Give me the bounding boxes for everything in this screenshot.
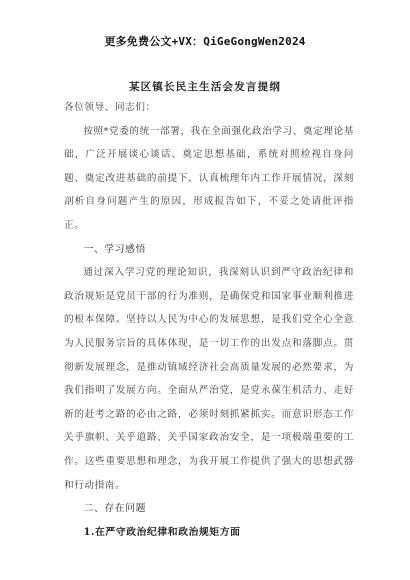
promo-banner: 更多免费公文+VX：QiGeGongWen2024: [104, 35, 306, 48]
document-body: [64, 96, 354, 544]
subheading-discipline: 1.在严守政治纪律和政治规矩方面: [83, 526, 241, 538]
salutation: 各位领导、同志们：: [64, 102, 156, 113]
document-title: 某区镇长民主生活会发言提纲: [128, 81, 282, 93]
study-paragraph: 通过深入学习党的理论知识，我深刻认识到严守政治纪律和政治规矩是党员干部的行为准则，是确保党和国家事业顺利推进的根本保障。坚持以人民为中心的发展思想，是我们党全心全意为人民服务宗旨的具体体现，是一切工作的出发点和落脚点。贯彻新发展理念，是推动镇域经济社会高质量发展的必然要求，为我们指明了发展方向。全面从严治党，是党永葆生机活力、走好新的赶考之路的必由之路，必须时刻抓紧抓实。而意识形态工作关乎旗帜、关乎道路、关乎国家政治安全，是一项极端重要的工作。这些重要思想和理念，为我开展工作提供了强大的思想武器和行动指南。: [64, 267, 354, 491]
intro-paragraph: 按照*党委的统一部署，我在全面强化政治学习、奠定理论基础，广泛开展谈心谈话、奠定思想基础，系统对照检视自身问题、奠定改进基础的前提下，认真梳理年内工作开展情况，深刻剖析自身问题产生的原因，形成报告如下，不妥之处请批评指正。: [64, 125, 354, 231]
section-heading-study: 一、学习感悟: [83, 243, 146, 255]
section-heading-problems: 二、存在问题: [83, 503, 146, 515]
